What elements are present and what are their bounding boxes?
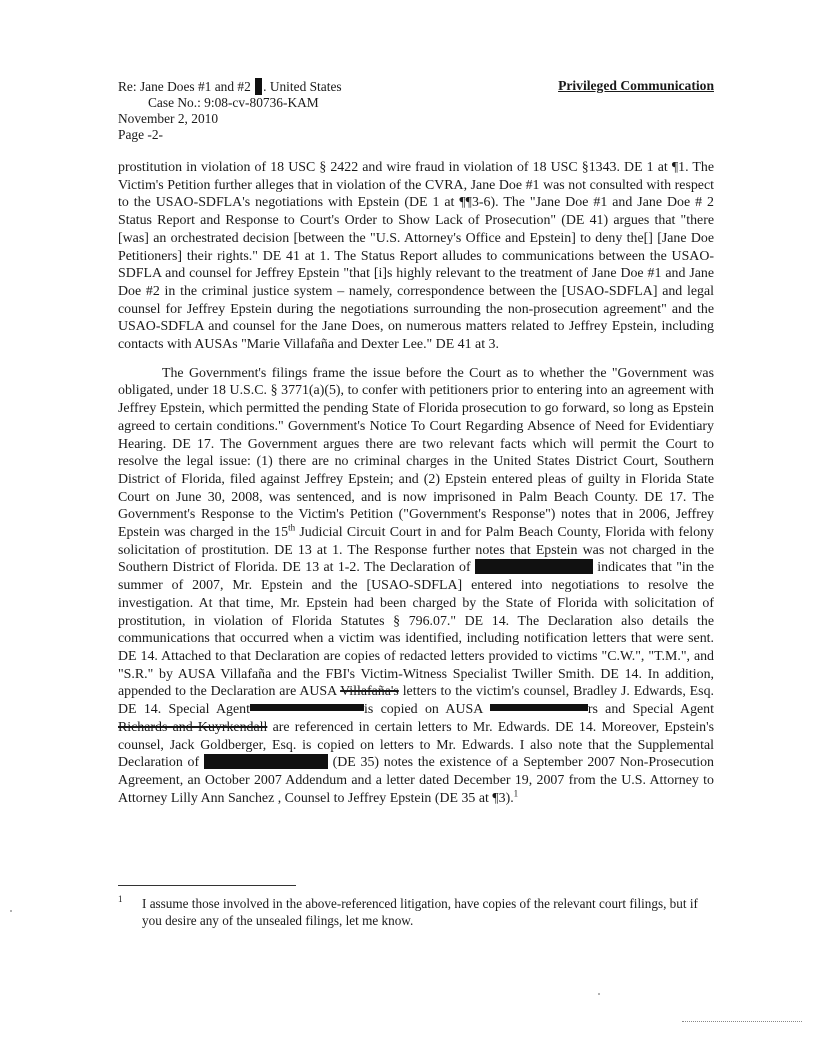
footnote	[118, 895, 714, 929]
case-number: Case No.: 9:08-cv-80736-KAM	[148, 95, 319, 110]
struck-text: Villafaña's	[340, 684, 399, 700]
footnote-reference[interactable]: 1	[513, 787, 519, 798]
redaction-block	[250, 704, 364, 711]
scan-speck	[10, 910, 12, 912]
redaction-block	[490, 704, 588, 711]
letter-body	[118, 159, 714, 807]
footnote-mark: 1	[118, 894, 123, 904]
letter-date: November 2, 2010	[118, 111, 219, 126]
footnote-text: I assume those involved in the above-referenced litigation, have copies of the relevant court filings, but if you desire any of the unsealed filings, let me know.	[142, 896, 698, 928]
struck-text: Richards and Kuyrkendall	[118, 719, 268, 735]
paragraph-2: The Government's filings frame the issue before the Court as to whether the "Government was obligated, under 18 U.S.C. § 3771(a)(5), to confer with petitioners prior to entering into an agreement with Jeffrey Epstein, which permitted the pending State of Florida prosecution to go forward, so long as Epstein agreed to certain conditions." Government's Notice To Court Regarding Absence of Need for Evidentiary Hearing. DE 17. The Government argues there are two relevant facts which will permit the Court to resolve the legal issue: (1) there are no criminal charges in the United States District Court, Southern District of Florida, filed against Jeffrey Epstein; and (2) Epstein entered pleas of guilty in Florida State Court on June 30, 2008, was sentenced, and is now imprisoned in Palm Beach County. DE 17. The Government's Response to the Victim's Petition ("Government's Response") notes that in 2006, Jeffrey Epstein was charged in the 15th Judicial Circuit Court in and for Palm Beach County, Florida with felony solicitation of prostitution. DE 13 at 1. The Response further notes that Epstein was not charged in the Southern District of Florida. DE 13 at 1-2. The Declaration of indicates that "in the summer of 2007, Mr. Epstein and the [USAO-SDFLA] entered into negotiations to resolve the investigation. At that time, Mr. Epstein had been charged by the State of Florida with solicitation of prostitution, in violation of Florida Statutes § 796.07." DE 14. The Declaration also details the communications that occurred when a victim was identified, including notification letters that were sent. DE 14. Attached to that Declaration are copies of redacted letters provided to victims "C.W.", "T.M.", and "S.R." by AUSA Villafaña and the FBI's Victim-Witness Specialist Twiller Smith. DE 14. In addition, appended to the Declaration are AUSA Villafaña's letters to the victim's counsel, Bradley J. Edwards, Esq. DE 14. Special Agent is copied on AUSA rs and Special Agent Richards and Kuyrkendall are referenced in certain letters to Mr. Edwards. DE 14. Moreover, Epstein's counsel, Jack Goldberger, Esq. is copied on letters to Mr. Edwards. I also note that the Supplemental Declaration of (DE 35) notes the existence of a September 2007 Non-Prosecution Agreement, an October 2007 Addendum and a letter dated December 19, 2007 from the U.S. Attorney to Attorney Lilly Ann Sanchez , Counsel to Jeffrey Epstein (DE 35 at ¶3).$^1$	[118, 365, 714, 806]
paragraph-1: prostitution in violation of 18 USC § 2422 and wire fraud in violation of 18 USC §1343. DE 1 at ¶1. The Victim's Petition further alleges that in violation of the CVRA, Jane Doe #1 was not consulted with respect to the USAO-SDFLA's negotiations with Epstein (DE 1 at ¶¶3-6). The "Jane Doe #1 and Jane Doe # 2 Status Report and Response to Court's Order to Show Lack of Prosecution" (DE 41) argues that "there [was] an orchestrated decision [between the "U.S. Attorney's Office and Epstein] to deny the[] [Jane Doe Petitioners] their rights." DE 41 at 1. The Status Report alludes to communications between the USAO-SDFLA and counsel for Jeffrey Epstein "that [i]s highly relevant to the treatment of Jane Doe #1 and Jane Doe #2 in the criminal justice system – namely, correspondence between the [USAO-SDFLA] and legal counsel for Jeffrey Epstein during the negotiations surrounding the non-prosecution agreement" and the USAO-SDFLA and counsel for the Jane Does, on numerous matters related to Jeffrey Epstein, including contacts with AUSAs "Marie Villafaña and Dexter Lee." DE 41 at 3.	[118, 160, 714, 353]
redaction-block	[255, 78, 262, 95]
bottom-divider	[682, 1021, 802, 1022]
redaction-block	[204, 754, 328, 769]
page-number: Page -2-	[118, 127, 163, 142]
re-line: Re: Jane Does #1 and #2 . United States	[118, 79, 342, 94]
privileged-label: Privileged Communication	[558, 78, 714, 93]
scan-speck	[598, 993, 600, 995]
redaction-block	[475, 559, 593, 574]
footnote-divider	[118, 885, 296, 886]
letter-header	[118, 78, 714, 143]
